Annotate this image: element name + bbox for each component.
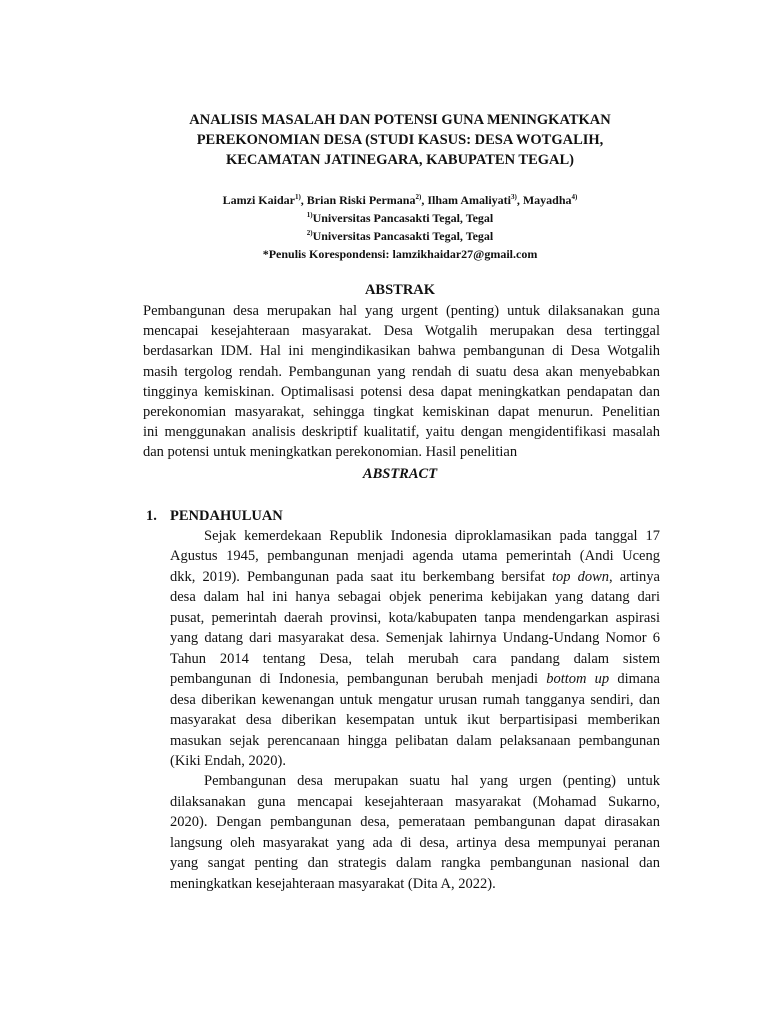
- paragraph-line: masyarakat desa diberikan kesempatan untuk ikut berpartisipasi memberikan: [170, 712, 660, 729]
- text-run: , artinya: [609, 568, 660, 585]
- author-separator: ,: [421, 193, 428, 207]
- paragraph-line: desa diberikan kewenangan untuk mengatur urusan rumah tangganya sendiri, dan: [170, 691, 660, 708]
- paragraph-line: dilaksanakan guna mencapai kesejahteraan masyarakat (Mohamad Sukarno,: [170, 793, 660, 810]
- author-name: Mayadha: [522, 193, 572, 207]
- affiliation-text: Universitas Pancasakti Tegal, Tegal: [312, 211, 494, 225]
- paragraph-line: [170, 669, 660, 689]
- paragraph-line: (Kiki Endah, 2020).: [170, 752, 286, 769]
- abstrak-line: perekonomian masyarakat, sehingga tingkat kemiskinan dapat menurun. Penelitian: [143, 404, 660, 421]
- abstrak-line: masih tergolog rendah. Pembangunan yang rendah di suatu desa akan menyebabkan: [143, 363, 660, 380]
- paragraph-line: desa dalam hal ini hanya sebagai objek penerima kebijakan yang datang dari: [170, 589, 660, 606]
- paragraph-line: Sejak kemerdekaan Republik Indonesia diproklamasikan pada tanggal 17: [204, 528, 660, 544]
- abstract-heading: ABSTRACT: [362, 466, 438, 482]
- italic-term: bottom up: [546, 671, 610, 688]
- author-affiliation-mark: 3): [510, 193, 517, 201]
- abstrak-heading: ABSTRAK: [364, 282, 436, 298]
- text-run: dkk, 2019). Pembangunan pada saat itu berkembang bersifat: [170, 568, 552, 585]
- abstrak-line: dan potensi untuk meningkatkan perekonomian. Hasil penelitian: [143, 444, 518, 461]
- affiliation-text: Universitas Pancasakti Tegal, Tegal: [312, 229, 494, 243]
- author-separator: ,: [300, 193, 307, 207]
- correspondence: *Penulis Korespondensi: lamzikhaidar27@gmail.com: [262, 247, 538, 261]
- paragraph-line: masukan sejak perencanaan hingga pelibatan dalam pelaksanaan pembangunan: [170, 732, 660, 749]
- section-title: PENDAHULUAN: [170, 508, 283, 524]
- paragraph-line: Tahun 2014 tentang Desa, telah merubah cara pandang dalam sistem: [170, 650, 660, 667]
- paragraph-line: yang datang dari masyarakat desa. Semenjak lahirnya Undang-Undang Nomor 6: [170, 630, 660, 647]
- paragraph-line: meningkatkan kesejahteraan masyarakat (Dita A, 2022).: [170, 875, 496, 892]
- paragraph-line: 2020). Dengan pembangunan desa, pemerataan pembangunan dapat dirasakan: [170, 814, 660, 831]
- abstrak-line: mencapai kesejahteraan masyarakat. Desa Wotgalih merupakan desa tertinggal: [143, 323, 660, 340]
- text-run: dimana: [609, 671, 660, 688]
- italic-term: top down: [552, 568, 610, 585]
- affiliation: [130, 209, 670, 227]
- affiliation-mark: 2): [306, 229, 313, 237]
- abstrak-line: tingginya kemiskinan. Optimalisasi potensi desa dapat meningkatkan pendapatan dan: [143, 383, 660, 400]
- author-affiliation-mark: 2): [415, 193, 422, 201]
- author-name: Brian Riski Permana: [306, 193, 416, 207]
- title-line: PEREKONOMIAN DESA (STUDI KASUS: DESA WOTGALIH,: [196, 132, 604, 148]
- author-name: Lamzi Kaidar: [222, 193, 295, 207]
- paragraph-line: yang sangat penting dan strategis dalam rangka pembangunan nasional dan: [170, 855, 660, 872]
- section-body: [170, 526, 660, 894]
- abstrak-line: ini menggunakan analisis deskriptif kualitatif, yaitu dengan mengidentifikasi masalah: [143, 424, 660, 441]
- affiliation-mark: 1): [306, 211, 313, 219]
- paragraph-line: Agustus 1945, pembangunan menjadi agenda utama pemerintah (Andi Uceng: [170, 548, 660, 565]
- author-affiliation-mark: 4): [571, 193, 578, 201]
- author-separator: ,: [516, 193, 523, 207]
- title-line: ANALISIS MASALAH DAN POTENSI GUNA MENINGKATKAN: [189, 112, 611, 128]
- paragraph-line: pusat, pemerintah daerah provinsi, kota/kabupaten tanpa mendengarkan aspirasi: [170, 609, 660, 626]
- author-name: Ilham Amaliyati: [427, 193, 511, 207]
- section-number: 1.: [146, 508, 157, 524]
- author-list: [130, 191, 670, 209]
- author-block: [130, 191, 670, 263]
- abstrak-line: Pembangunan desa merupakan hal yang urgent (penting) untuk dilaksanakan guna: [143, 303, 660, 319]
- paper-title: [130, 110, 670, 170]
- section-heading: [146, 506, 283, 526]
- abstrak-body: [143, 301, 660, 463]
- paragraph-line: Pembangunan desa merupakan suatu hal yang urgen (penting) untuk: [204, 773, 660, 790]
- author-affiliation-mark: 1): [294, 193, 301, 201]
- paragraph-line: langsung oleh masyarakat yang ada di desa, artinya desa mempunyai peranan: [170, 834, 660, 851]
- affiliation: [130, 227, 670, 245]
- text-run: pembangunan di Indonesia, pembangunan berubah menjadi: [170, 671, 547, 688]
- abstrak-line: berdasarkan IDM. Hal ini mengindikasikan bahwa pembangunan di Desa Wotgalih: [143, 343, 660, 360]
- title-line: KECAMATAN JATINEGARA, KABUPATEN TEGAL): [225, 152, 575, 168]
- paragraph-line: [170, 567, 660, 587]
